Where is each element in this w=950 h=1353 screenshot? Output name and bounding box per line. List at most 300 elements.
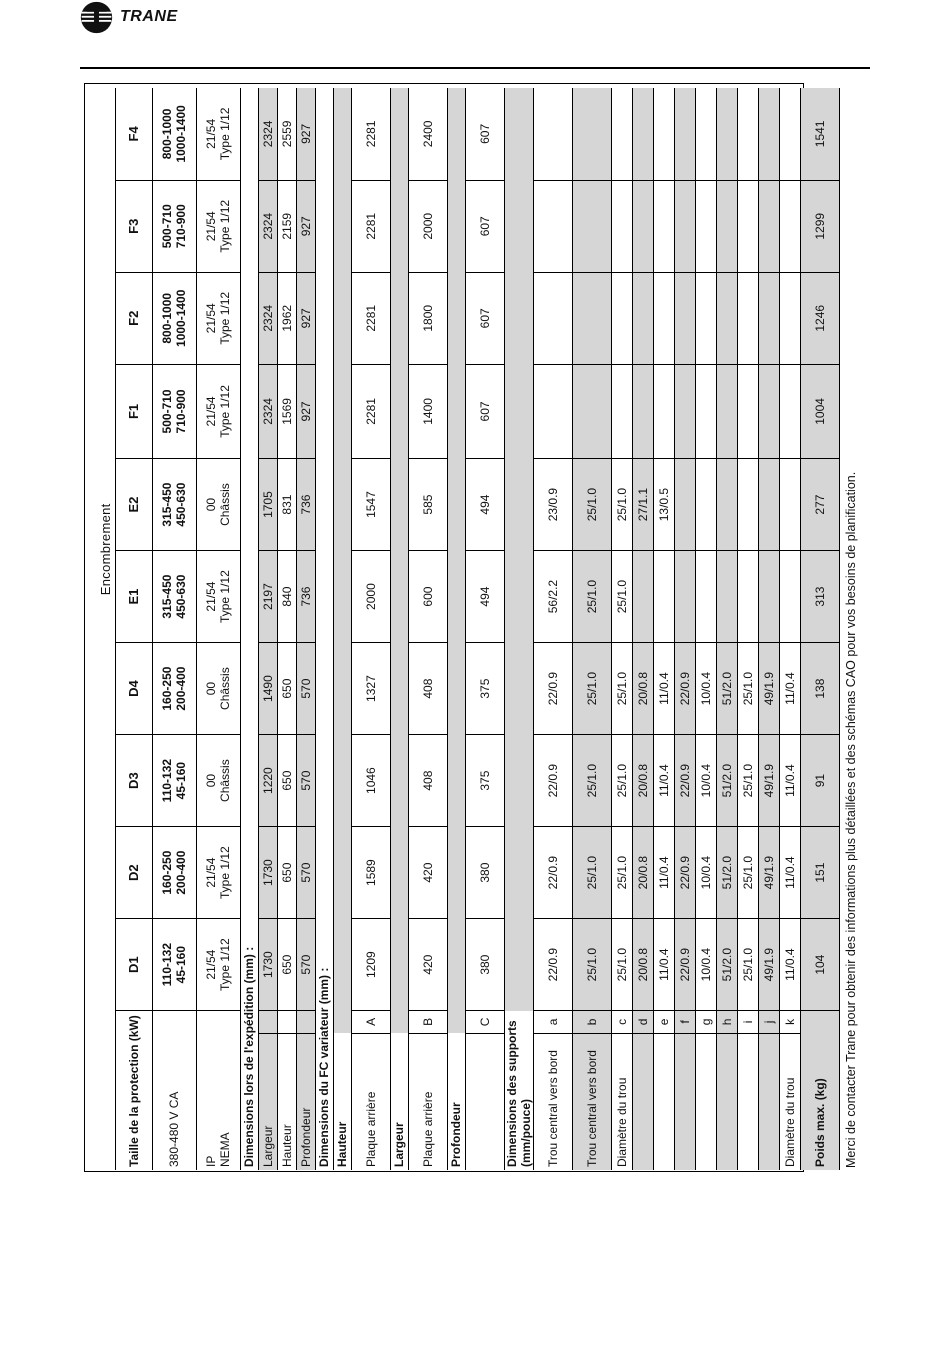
support-row xyxy=(632,88,653,1170)
support-value: 11/0.4 xyxy=(653,643,674,735)
dimensions-table xyxy=(97,88,840,1170)
support-value: 27/1.1 xyxy=(632,459,653,551)
size-header: D1 xyxy=(115,919,152,1011)
support-sub: g xyxy=(695,1011,716,1033)
support-value xyxy=(695,272,716,364)
support-value: 25/1.0 xyxy=(572,827,611,919)
size-header: D4 xyxy=(115,643,152,735)
caption-row xyxy=(97,88,115,1170)
support-value: 51/2.0 xyxy=(716,919,737,1011)
drive-value: 494 xyxy=(465,459,504,551)
support-value: 20/0.8 xyxy=(632,735,653,827)
drive-value: 607 xyxy=(465,364,504,458)
drive-value: 408 xyxy=(408,735,447,827)
trane-logo-icon xyxy=(80,1,113,34)
voltage-line: 315-450 xyxy=(160,482,174,527)
support-sub: j xyxy=(758,1011,779,1033)
voltage-line: 710-900 xyxy=(174,204,188,249)
support-value: 11/0.4 xyxy=(653,919,674,1011)
support-value xyxy=(779,551,800,643)
drive-value: 2281 xyxy=(351,180,390,272)
voltage-cell xyxy=(152,551,196,643)
support-value: 25/1.0 xyxy=(611,643,632,735)
support-value: 25/1.0 xyxy=(572,735,611,827)
support-value xyxy=(758,88,779,180)
support-sub: k xyxy=(779,1011,800,1033)
support-value xyxy=(737,88,758,180)
drive-value: 380 xyxy=(465,827,504,919)
table-caption: Encombrement xyxy=(98,503,114,596)
support-value xyxy=(674,364,695,458)
support-sub: a xyxy=(533,1011,572,1033)
voltage-line: 45-160 xyxy=(174,761,188,800)
support-label: Diamètre du trou xyxy=(614,1077,629,1167)
shipping-value: 736 xyxy=(296,551,315,643)
support-value xyxy=(716,272,737,364)
nema-value: Type 1/12 xyxy=(218,199,232,253)
support-value xyxy=(572,180,611,272)
support-value xyxy=(632,272,653,364)
voltage-line: 800-1000 xyxy=(160,292,174,344)
support-value xyxy=(737,180,758,272)
ip-value: 21/54 xyxy=(204,396,218,427)
ip-nema-cell xyxy=(196,88,240,180)
support-value xyxy=(572,272,611,364)
voltage-cell xyxy=(152,364,196,458)
header-row xyxy=(115,88,152,1170)
drive-value: 375 xyxy=(465,643,504,735)
weight-value: 277 xyxy=(800,459,839,551)
shipping-value: 2159 xyxy=(277,180,296,272)
support-value: 22/0.9 xyxy=(533,919,572,1011)
support-value xyxy=(695,364,716,458)
nema-value: Châssis xyxy=(218,667,232,710)
support-value: 11/0.4 xyxy=(779,827,800,919)
shipping-value: 2324 xyxy=(258,364,277,458)
shipping-value: 927 xyxy=(296,364,315,458)
support-title: Dimensions des supports (mm/pouce) xyxy=(504,1020,533,1167)
drive-title-row xyxy=(315,88,333,1170)
shipping-value: 650 xyxy=(277,643,296,735)
drive-section-row xyxy=(447,88,465,1170)
support-value: 23/0.9 xyxy=(533,459,572,551)
support-value: 22/0.9 xyxy=(533,643,572,735)
support-value: 56/2.2 xyxy=(533,551,572,643)
shipping-value: 1490 xyxy=(258,643,277,735)
size-header: E2 xyxy=(115,459,152,551)
ip-nema-cell xyxy=(196,827,240,919)
voltage-line: 450-630 xyxy=(174,574,188,619)
support-value: 11/0.4 xyxy=(653,735,674,827)
header-label: Taille de la protection (kW) xyxy=(126,1015,141,1167)
support-sub: c xyxy=(611,1011,632,1033)
ip-nema-label-line: IP xyxy=(204,1155,218,1167)
support-value: 20/0.8 xyxy=(632,643,653,735)
drive-value: 1800 xyxy=(408,272,447,364)
voltage-line: 450-630 xyxy=(174,482,188,527)
shipping-value: 2324 xyxy=(258,272,277,364)
support-value: 10/0.4 xyxy=(695,643,716,735)
shipping-value: 927 xyxy=(296,180,315,272)
support-value xyxy=(737,272,758,364)
shipping-value: 831 xyxy=(277,459,296,551)
drive-section-fill xyxy=(390,88,408,1033)
brand-name: TRANE xyxy=(120,8,178,25)
support-value xyxy=(611,180,632,272)
shipping-label: Hauteur xyxy=(279,1124,294,1167)
voltage-line: 500-710 xyxy=(160,204,174,249)
table-body xyxy=(97,88,839,1170)
support-value xyxy=(695,551,716,643)
support-label xyxy=(632,1033,653,1170)
ip-nema-cell xyxy=(196,919,240,1011)
support-value: 20/0.8 xyxy=(632,919,653,1011)
support-value: 25/1.0 xyxy=(737,919,758,1011)
support-value xyxy=(779,88,800,180)
voltage-cell xyxy=(152,459,196,551)
support-value xyxy=(758,459,779,551)
support-sub: f xyxy=(674,1011,695,1033)
shipping-value: 650 xyxy=(277,919,296,1011)
support-value xyxy=(572,88,611,180)
support-label: Trou central vers bord xyxy=(572,1033,611,1170)
support-value: 49/1.9 xyxy=(758,827,779,919)
footnote: Merci de contacter Trane pour obtenir des informations plus détaillées et des schémas CAO pour vos besoins de planification. xyxy=(843,471,858,1168)
support-value xyxy=(533,88,572,180)
drive-value: 2281 xyxy=(351,88,390,180)
ip-nema-row xyxy=(196,88,240,1170)
support-value: 10/0.4 xyxy=(695,735,716,827)
support-row xyxy=(737,88,758,1170)
support-value xyxy=(632,364,653,458)
voltage-cell xyxy=(152,88,196,180)
support-sub: b xyxy=(572,1011,611,1033)
voltage-cell xyxy=(152,919,196,1011)
support-value: 22/0.9 xyxy=(674,919,695,1011)
trane-logo xyxy=(80,0,178,34)
voltage-line: 160-250 xyxy=(160,666,174,711)
ip-nema-cell xyxy=(196,643,240,735)
shipping-value: 927 xyxy=(296,88,315,180)
support-sub: e xyxy=(653,1011,674,1033)
voltage-line: 200-400 xyxy=(174,666,188,711)
shipping-row xyxy=(258,88,277,1170)
support-sub: d xyxy=(632,1011,653,1033)
ip-nema-label-line: NEMA xyxy=(218,1132,232,1167)
drive-section-fill xyxy=(447,88,465,1033)
shipping-label: Profondeur xyxy=(296,1033,315,1170)
drive-value: 375 xyxy=(465,735,504,827)
support-value xyxy=(674,272,695,364)
ip-nema-label xyxy=(196,1011,240,1170)
support-label xyxy=(653,1033,674,1170)
support-value xyxy=(632,180,653,272)
shipping-value: 927 xyxy=(296,272,315,364)
voltage-line: 500-710 xyxy=(160,389,174,434)
drive-value: 1209 xyxy=(351,919,390,1011)
voltage-cell xyxy=(152,827,196,919)
support-value xyxy=(695,459,716,551)
drive-value: 408 xyxy=(408,643,447,735)
support-value xyxy=(632,551,653,643)
support-value: 25/1.0 xyxy=(611,919,632,1011)
drive-row xyxy=(351,88,390,1170)
support-value xyxy=(716,88,737,180)
voltage-line: 1000-1400 xyxy=(174,105,188,163)
shipping-value: 1730 xyxy=(258,919,277,1011)
drive-label xyxy=(465,1033,504,1170)
support-value: 51/2.0 xyxy=(716,735,737,827)
nema-value: Type 1/12 xyxy=(218,107,232,161)
ip-nema-cell xyxy=(196,272,240,364)
support-value xyxy=(632,88,653,180)
weight-value: 91 xyxy=(800,735,839,827)
shipping-row xyxy=(296,88,315,1170)
support-title-row xyxy=(504,88,533,1170)
support-value xyxy=(653,272,674,364)
support-value: 51/2.0 xyxy=(716,827,737,919)
drive-section-label: Profondeur xyxy=(449,1102,463,1167)
support-value xyxy=(779,364,800,458)
support-row xyxy=(758,88,779,1170)
support-value xyxy=(611,272,632,364)
support-label: Diamètre du trou xyxy=(782,1077,797,1167)
support-row xyxy=(572,88,611,1170)
support-value xyxy=(533,180,572,272)
shipping-value: 1569 xyxy=(277,364,296,458)
shipping-value: 1220 xyxy=(258,735,277,827)
ip-value: 21/54 xyxy=(204,211,218,242)
support-value: 11/0.4 xyxy=(779,919,800,1011)
voltage-row xyxy=(152,88,196,1170)
support-value xyxy=(653,88,674,180)
drive-label: Plaque arrière xyxy=(363,1091,378,1167)
support-label xyxy=(695,1033,716,1170)
shipping-value: 736 xyxy=(296,459,315,551)
support-value: 11/0.4 xyxy=(779,643,800,735)
nema-value: Type 1/12 xyxy=(218,385,232,438)
voltage-label: 380-480 V CA xyxy=(167,1091,181,1167)
shipping-value: 1705 xyxy=(258,459,277,551)
shipping-value: 650 xyxy=(277,827,296,919)
support-value: 11/0.4 xyxy=(779,735,800,827)
support-title-fill xyxy=(504,88,533,1011)
weight-value: 104 xyxy=(800,919,839,1011)
weight-value: 151 xyxy=(800,827,839,919)
support-value xyxy=(533,272,572,364)
ip-nema-cell xyxy=(196,735,240,827)
shipping-label: Largeur xyxy=(258,1033,277,1170)
voltage-line: 110-132 xyxy=(160,758,174,803)
drive-section-row xyxy=(333,88,351,1170)
drive-sub: B xyxy=(408,1011,447,1033)
support-value: 10/0.4 xyxy=(695,919,716,1011)
support-value: 22/0.9 xyxy=(674,735,695,827)
drive-section-label: Hauteur xyxy=(335,1121,349,1167)
drive-section-label: Largeur xyxy=(392,1122,406,1167)
support-value: 25/1.0 xyxy=(611,551,632,643)
support-value xyxy=(737,551,758,643)
shipping-value: 570 xyxy=(296,735,315,827)
support-value: 25/1.0 xyxy=(572,643,611,735)
drive-value: 2281 xyxy=(351,364,390,458)
shipping-title: Dimensions lors de l'expédition (mm) : xyxy=(242,946,256,1167)
support-value: 25/1.0 xyxy=(572,459,611,551)
ip-value: 21/54 xyxy=(204,581,218,612)
voltage-line: 1000-1400 xyxy=(174,289,188,347)
support-value xyxy=(611,88,632,180)
support-value: 11/0.4 xyxy=(653,827,674,919)
drive-value: 585 xyxy=(408,459,447,551)
support-value: 25/1.0 xyxy=(737,643,758,735)
shipping-value: 650 xyxy=(277,735,296,827)
drive-value: 607 xyxy=(465,180,504,272)
support-value xyxy=(758,551,779,643)
weight-value: 1299 xyxy=(800,180,839,272)
support-value xyxy=(779,272,800,364)
size-header: F4 xyxy=(115,88,152,180)
nema-value: Type 1/12 xyxy=(218,570,232,623)
support-value: 51/2.0 xyxy=(716,643,737,735)
support-value xyxy=(674,551,695,643)
support-label xyxy=(737,1033,758,1170)
ip-nema-cell xyxy=(196,459,240,551)
ip-value: 21/54 xyxy=(204,857,218,888)
ip-value: 00 xyxy=(204,773,218,788)
support-value xyxy=(572,364,611,458)
support-value: 13/0.5 xyxy=(653,459,674,551)
ip-nema-cell xyxy=(196,551,240,643)
drive-value: 2400 xyxy=(408,88,447,180)
voltage-cell xyxy=(152,272,196,364)
drive-value: 607 xyxy=(465,88,504,180)
size-header: F2 xyxy=(115,272,152,364)
voltage-line: 160-250 xyxy=(160,850,174,895)
support-value xyxy=(758,364,779,458)
support-value xyxy=(716,364,737,458)
support-value: 22/0.9 xyxy=(674,643,695,735)
weight-value: 1541 xyxy=(800,88,839,180)
support-row xyxy=(779,88,800,1170)
ip-value: 21/54 xyxy=(204,303,218,334)
drive-value: 1046 xyxy=(351,735,390,827)
ip-value: 21/54 xyxy=(204,118,218,149)
ip-value: 00 xyxy=(204,681,218,696)
drive-section-fill xyxy=(333,88,351,1033)
weight-value: 1004 xyxy=(800,364,839,458)
shipping-sub xyxy=(277,1011,296,1033)
shipping-title-row xyxy=(240,88,258,1170)
support-value: 25/1.0 xyxy=(572,919,611,1011)
size-header: F3 xyxy=(115,180,152,272)
support-value xyxy=(779,180,800,272)
voltage-line: 315-450 xyxy=(160,574,174,619)
size-header: D2 xyxy=(115,827,152,919)
support-value: 20/0.8 xyxy=(632,827,653,919)
voltage-line: 710-900 xyxy=(174,389,188,434)
size-header: D3 xyxy=(115,735,152,827)
header-rule xyxy=(80,67,870,69)
weight-value: 313 xyxy=(800,551,839,643)
support-value xyxy=(653,551,674,643)
shipping-value: 2324 xyxy=(258,180,277,272)
drive-row xyxy=(408,88,447,1170)
ip-value: 00 xyxy=(204,497,218,512)
support-row xyxy=(653,88,674,1170)
support-value xyxy=(737,459,758,551)
support-value: 22/0.9 xyxy=(533,735,572,827)
support-value xyxy=(674,180,695,272)
support-row xyxy=(716,88,737,1170)
drive-label: Plaque arrière xyxy=(420,1091,435,1167)
drive-value: 380 xyxy=(465,919,504,1011)
drive-value: 494 xyxy=(465,551,504,643)
drive-value: 2000 xyxy=(351,551,390,643)
shipping-row xyxy=(277,88,296,1170)
support-value: 25/1.0 xyxy=(572,551,611,643)
support-value xyxy=(716,180,737,272)
support-label xyxy=(716,1033,737,1170)
support-value xyxy=(695,88,716,180)
support-value xyxy=(779,459,800,551)
support-label xyxy=(674,1033,695,1170)
support-value xyxy=(716,551,737,643)
drive-value: 607 xyxy=(465,272,504,364)
support-label: Trou central vers bord xyxy=(545,1050,560,1167)
nema-value: Type 1/12 xyxy=(218,846,232,899)
support-value xyxy=(611,364,632,458)
drive-value: 1400 xyxy=(408,364,447,458)
shipping-value: 570 xyxy=(296,919,315,1011)
shipping-value: 1962 xyxy=(277,272,296,364)
voltage-line: 200-400 xyxy=(174,850,188,895)
support-label xyxy=(758,1033,779,1170)
voltage-line: 45-160 xyxy=(174,945,188,984)
support-value xyxy=(533,364,572,458)
shipping-value: 840 xyxy=(277,551,296,643)
support-value xyxy=(758,272,779,364)
support-value: 25/1.0 xyxy=(611,459,632,551)
drive-row xyxy=(465,88,504,1170)
voltage-line: 800-1000 xyxy=(160,108,174,160)
support-value: 25/1.0 xyxy=(737,827,758,919)
voltage-line: 110-132 xyxy=(160,942,174,987)
drive-sub: C xyxy=(465,1011,504,1033)
caption-spacer xyxy=(97,1011,115,1170)
drive-section-row xyxy=(390,88,408,1170)
ip-nema-cell xyxy=(196,364,240,458)
support-row xyxy=(674,88,695,1170)
shipping-value: 2559 xyxy=(277,88,296,180)
size-header: E1 xyxy=(115,551,152,643)
support-value: 25/1.0 xyxy=(737,735,758,827)
voltage-cell xyxy=(152,735,196,827)
nema-value: Châssis xyxy=(218,483,232,526)
nema-value: Type 1/12 xyxy=(218,938,232,992)
nema-value: Type 1/12 xyxy=(218,291,232,345)
rotated-table xyxy=(97,88,858,1170)
support-value: 25/1.0 xyxy=(611,827,632,919)
support-row xyxy=(533,88,572,1170)
drive-value: 1589 xyxy=(351,827,390,919)
shipping-value: 2197 xyxy=(258,551,277,643)
support-value: 10/0.4 xyxy=(695,827,716,919)
voltage-cell xyxy=(152,643,196,735)
support-value xyxy=(653,364,674,458)
support-value: 22/0.9 xyxy=(533,827,572,919)
weight-label: Poids max. (kg) xyxy=(800,1011,839,1170)
drive-value: 420 xyxy=(408,827,447,919)
